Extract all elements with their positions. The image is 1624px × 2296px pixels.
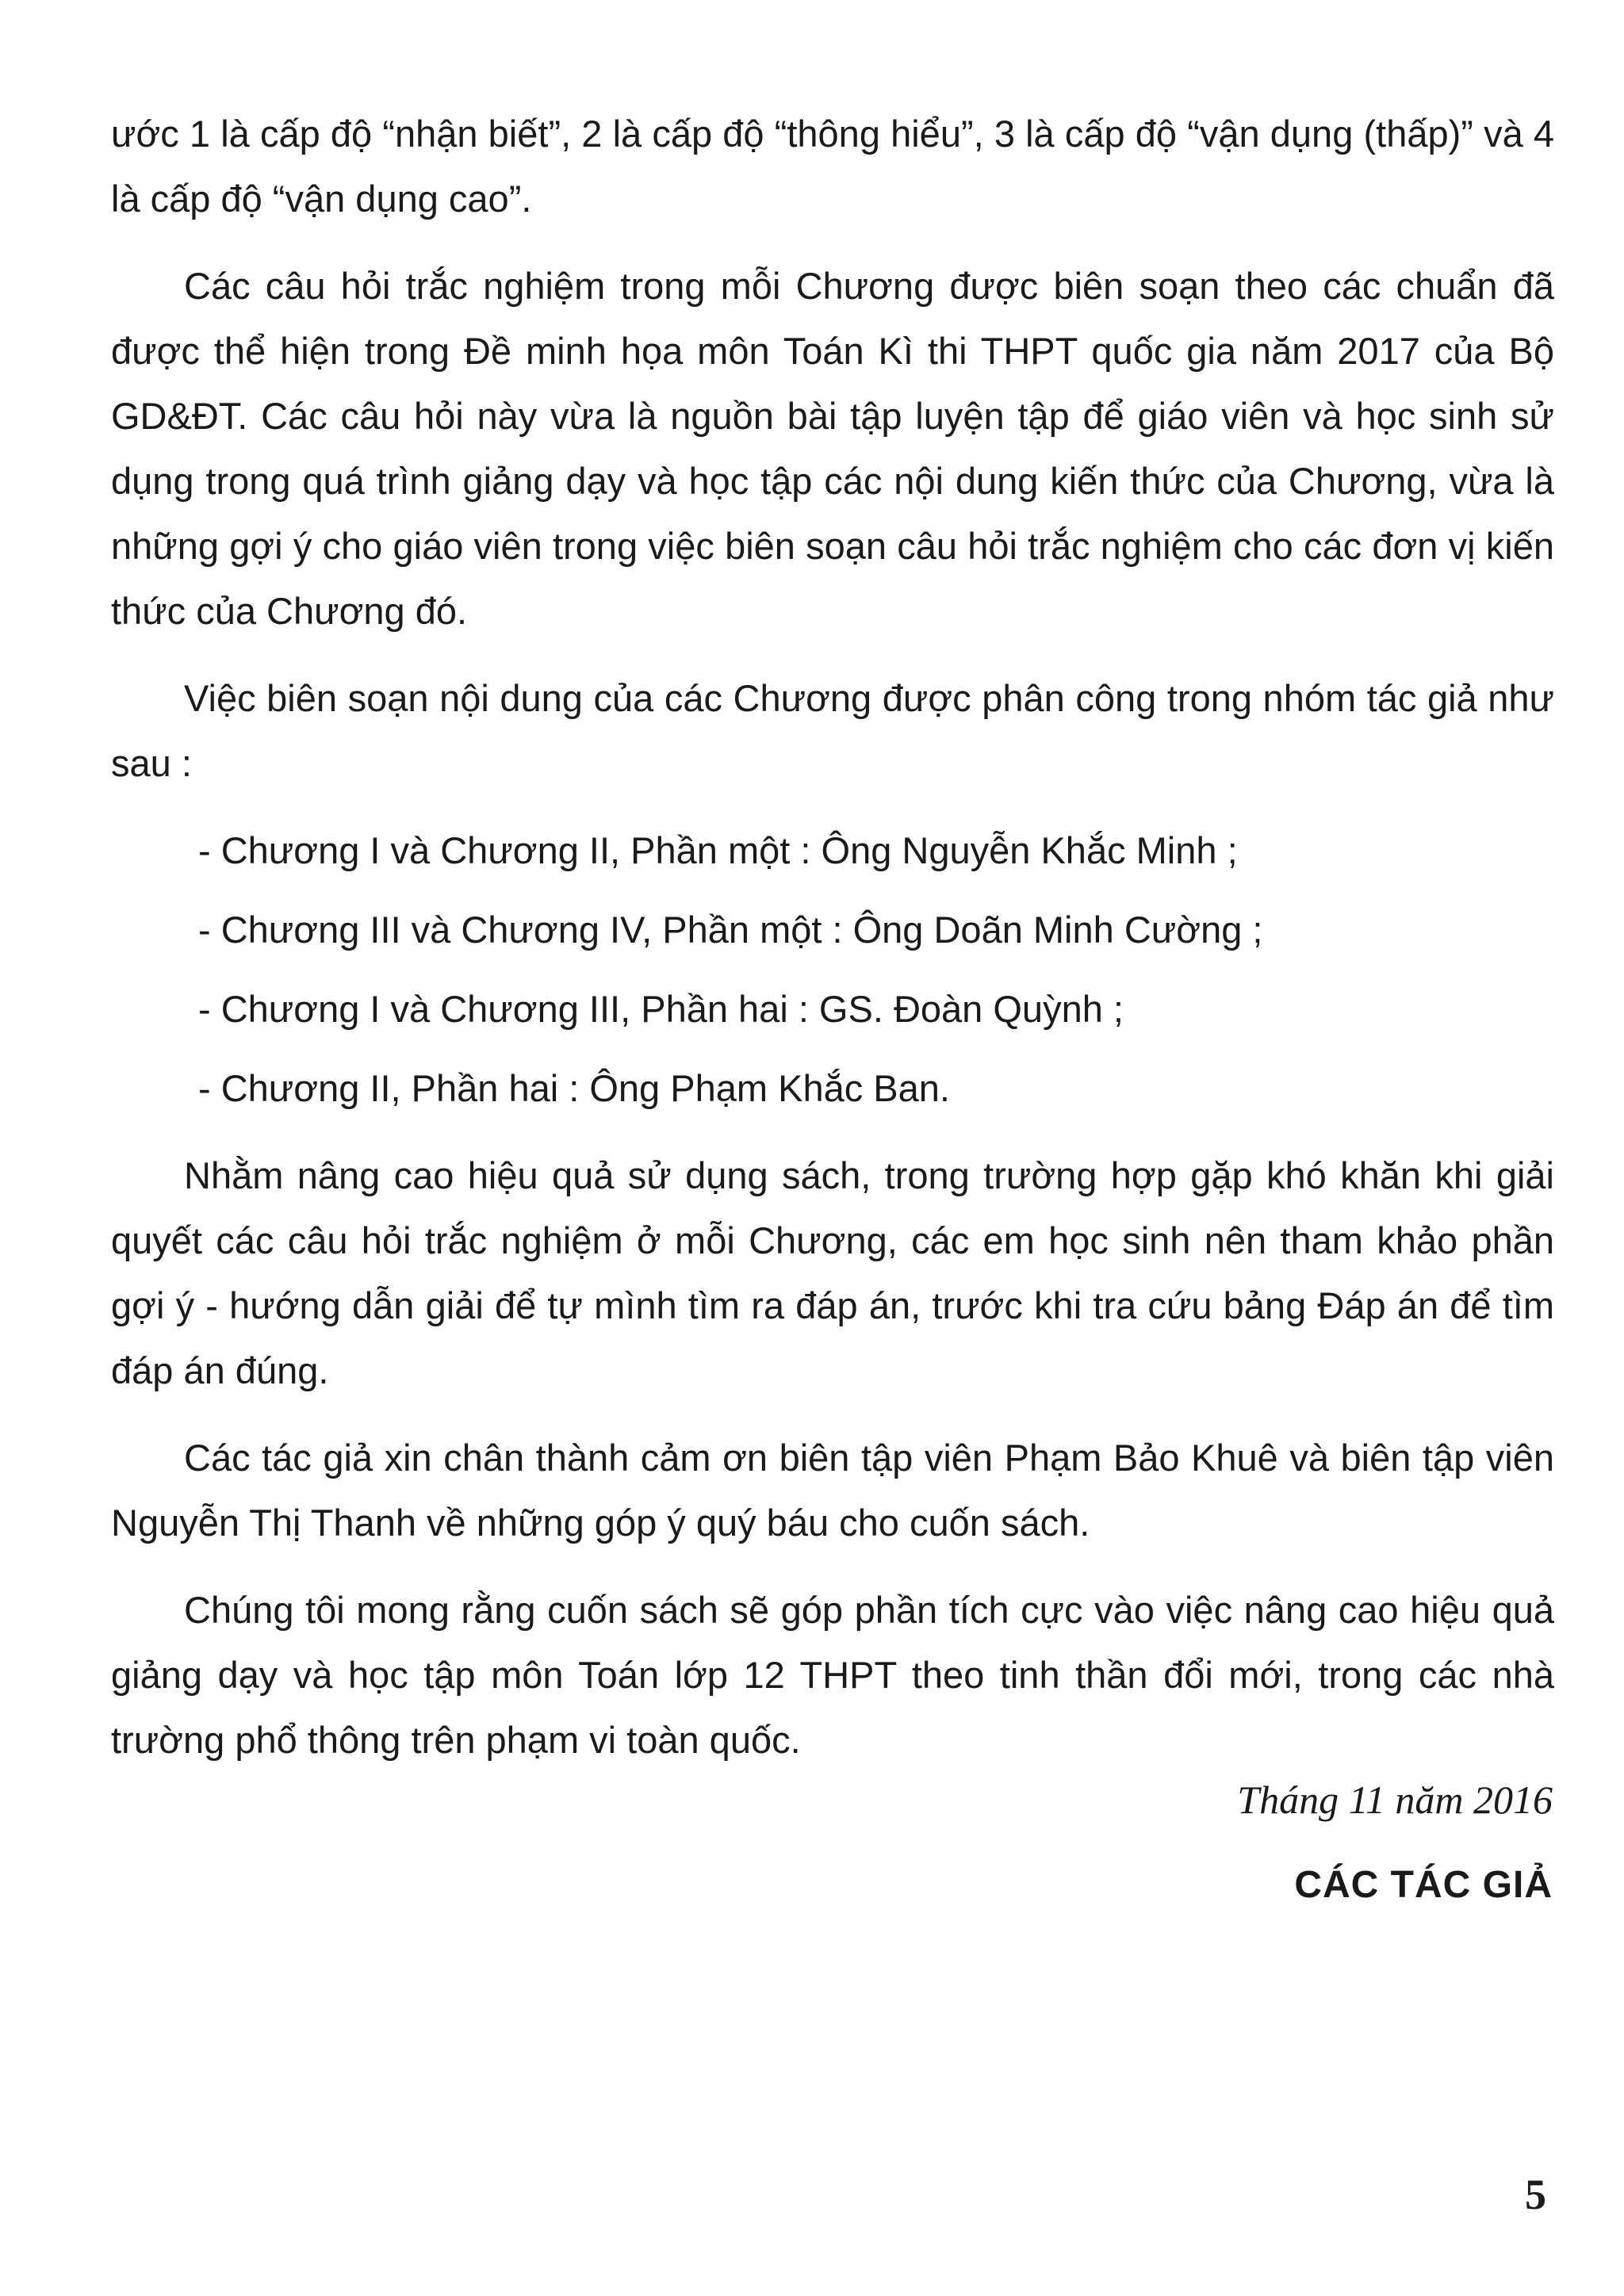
paragraph-assignment-intro: Việc biên soạn nội dung của các Chương được phân công trong nhóm tác giả như sau : (111, 677, 1554, 784)
assignment-item: - Chương I và Chương III, Phần hai : GS. Đoàn Quỳnh ; (198, 988, 1124, 1030)
paragraph-question-standards: Các câu hỏi trắc nghiệm trong mỗi Chương được biên soạn theo các chuẩn đã được thể hiện trong Đề minh họa môn Toán Kì thi THPT quốc gia năm 2017 của Bộ GD&ĐT. Các câu hỏi này vừa là nguồn bài tập luyện tập để giáo viên và học sinh sử dụng trong quá trình giảng dạy và học tập các nội dung kiến thức của Chương, vừa là những gợi ý cho giáo viên trong việc biên soạn câu hỏi trắc nghiệm cho các đơn vị kiến thức của Chương đó. (111, 265, 1554, 632)
author-assignment-list (111, 818, 1554, 1121)
signature-authors: CÁC TÁC GIẢ (1294, 1864, 1553, 1906)
assignment-item: - Chương I và Chương II, Phần một : Ông Nguyễn Khắc Minh ; (198, 829, 1238, 871)
signature-block (1237, 1776, 1553, 1909)
assignment-item: - Chương II, Phần hai : Ông Phạm Khắc Ban. (198, 1067, 950, 1109)
preface-body (111, 101, 1554, 1795)
paragraph-acknowledgements: Các tác giả xin chân thành cảm ơn biên tập viên Phạm Bảo Khuê và biên tập viên Nguyễn Thị Thanh về những góp ý quý báu cho cuốn sách. (111, 1437, 1554, 1544)
assignment-item: - Chương III và Chương IV, Phần một : Ông Doãn Minh Cường ; (198, 909, 1263, 951)
paragraph-closing: Chúng tôi mong rằng cuốn sách sẽ góp phần tích cực vào việc nâng cao hiệu quả giảng dạy và học tập môn Toán lớp 12 THPT theo tinh thần đổi mới, trong các nhà trường phổ thông trên phạm vi toàn quốc. (111, 1589, 1554, 1761)
paragraph-usage-advice: Nhằm nâng cao hiệu quả sử dụng sách, trong trường hợp gặp khó khăn khi giải quyết các câu hỏi trắc nghiệm ở mỗi Chương, các em học sinh nên tham khảo phần gợi ý - hướng dẫn giải để tự mình tìm ra đáp án, trước khi tra cứu bảng Đáp án để tìm đáp án đúng. (111, 1154, 1554, 1391)
signature-date: Tháng 11 năm 2016 (1237, 1777, 1553, 1822)
page-number: 5 (1525, 2171, 1546, 2218)
paragraph-continuation: ước 1 là cấp độ “nhận biết”, 2 là cấp độ “thông hiểu”, 3 là cấp độ “vận dụng (thấp)” và 4 là cấp độ “vận dụng cao”. (111, 113, 1554, 220)
